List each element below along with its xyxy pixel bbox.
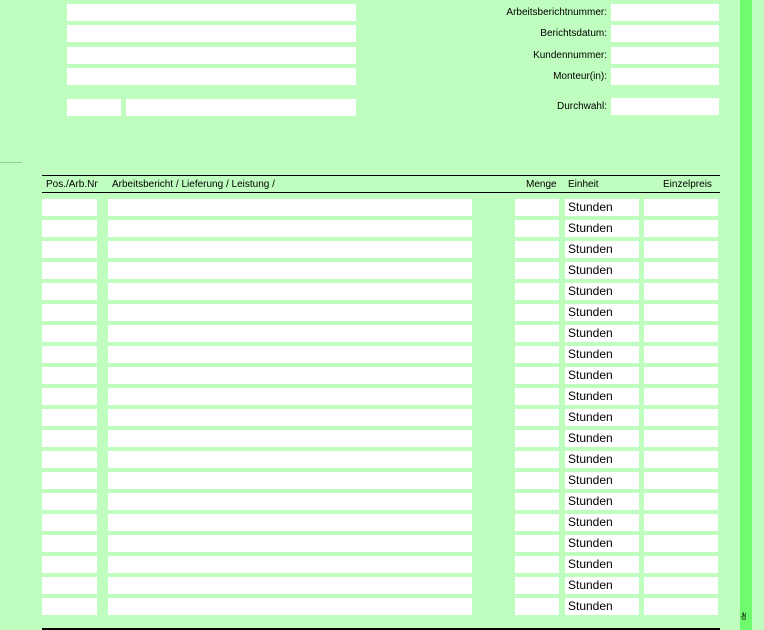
pos-cell[interactable]	[42, 346, 97, 363]
description-cell[interactable]	[108, 241, 472, 258]
description-cell[interactable]	[108, 472, 472, 489]
address-line-1-field[interactable]	[67, 4, 356, 21]
description-cell[interactable]	[108, 220, 472, 237]
description-cell[interactable]	[108, 577, 472, 594]
description-cell[interactable]	[108, 430, 472, 447]
unit-cell[interactable]: Stunden	[565, 493, 639, 510]
pos-cell[interactable]	[42, 325, 97, 342]
pos-cell[interactable]	[42, 388, 97, 405]
unit-price-cell[interactable]	[644, 304, 718, 321]
pos-cell[interactable]	[42, 472, 97, 489]
pos-cell[interactable]	[42, 598, 97, 615]
pos-cell[interactable]	[42, 577, 97, 594]
unit-cell[interactable]: Stunden	[565, 283, 639, 300]
unit-price-cell[interactable]	[644, 346, 718, 363]
quantity-cell[interactable]	[515, 262, 559, 279]
extension-field[interactable]	[611, 98, 719, 115]
quantity-cell[interactable]	[515, 388, 559, 405]
description-cell[interactable]	[108, 325, 472, 342]
quantity-cell[interactable]	[515, 241, 559, 258]
unit-cell[interactable]: Stunden	[565, 199, 639, 216]
quantity-cell[interactable]	[515, 577, 559, 594]
table-top-rule	[42, 175, 720, 176]
col-header-unit: Einheit	[568, 179, 599, 190]
quantity-cell[interactable]	[515, 514, 559, 531]
unit-cell[interactable]: Stunden	[565, 556, 639, 573]
unit-price-cell[interactable]	[644, 451, 718, 468]
quantity-cell[interactable]	[515, 346, 559, 363]
pos-cell[interactable]	[42, 556, 97, 573]
unit-price-cell[interactable]	[644, 388, 718, 405]
unit-price-cell[interactable]	[644, 283, 718, 300]
col-header-quantity: Menge	[526, 179, 557, 190]
description-cell[interactable]	[108, 493, 472, 510]
unit-price-cell[interactable]	[644, 262, 718, 279]
pos-cell[interactable]	[42, 262, 97, 279]
quantity-cell[interactable]	[515, 367, 559, 384]
unit-price-cell[interactable]	[644, 514, 718, 531]
unit-price-cell[interactable]	[644, 535, 718, 552]
pos-cell[interactable]	[42, 514, 97, 531]
unit-price-cell[interactable]	[644, 409, 718, 426]
unit-cell[interactable]: Stunden	[565, 430, 639, 447]
col-header-pos: Pos./Arb.Nr	[46, 179, 98, 190]
quantity-cell[interactable]	[515, 472, 559, 489]
unit-price-cell[interactable]	[644, 325, 718, 342]
customer-number-label: Kundennummer:	[533, 50, 607, 61]
unit-price-cell[interactable]	[644, 577, 718, 594]
postal-code-field[interactable]	[67, 99, 121, 116]
fitter-field[interactable]	[611, 68, 719, 85]
extension-label: Durchwahl:	[556, 101, 607, 112]
pos-cell[interactable]	[42, 535, 97, 552]
quantity-cell[interactable]	[515, 304, 559, 321]
quantity-cell[interactable]	[515, 409, 559, 426]
quantity-cell[interactable]	[515, 283, 559, 300]
pos-cell[interactable]	[42, 430, 97, 447]
unit-cell[interactable]: Stunden	[565, 451, 639, 468]
description-cell[interactable]	[108, 388, 472, 405]
unit-price-cell[interactable]	[644, 556, 718, 573]
unit-cell[interactable]: Stunden	[565, 325, 639, 342]
description-cell[interactable]	[108, 451, 472, 468]
quantity-cell[interactable]	[515, 430, 559, 447]
pos-cell[interactable]	[42, 409, 97, 426]
unit-cell[interactable]: Stunden	[565, 388, 639, 405]
report-number-field[interactable]	[611, 4, 719, 21]
unit-price-cell[interactable]	[644, 220, 718, 237]
unit-price-cell[interactable]	[644, 472, 718, 489]
quantity-cell[interactable]	[515, 556, 559, 573]
report-date-label: Berichtsdatum:	[540, 28, 607, 39]
quantity-cell[interactable]	[515, 451, 559, 468]
address-line-3-field[interactable]	[67, 47, 356, 64]
quantity-cell[interactable]	[515, 325, 559, 342]
unit-cell[interactable]: Stunden	[565, 472, 639, 489]
unit-price-cell[interactable]	[644, 598, 718, 615]
sidebar-text: de	[741, 612, 748, 620]
unit-price-cell[interactable]	[644, 430, 718, 447]
quantity-cell[interactable]	[515, 598, 559, 615]
description-cell[interactable]	[108, 409, 472, 426]
fitter-label: Monteur(in):	[553, 71, 607, 82]
pos-cell[interactable]	[42, 493, 97, 510]
description-cell[interactable]	[108, 262, 472, 279]
unit-price-cell[interactable]	[644, 241, 718, 258]
sidebar-strip	[740, 0, 752, 630]
address-line-2-field[interactable]	[67, 25, 356, 42]
unit-cell[interactable]: Stunden	[565, 598, 639, 615]
description-cell[interactable]	[108, 346, 472, 363]
unit-price-cell[interactable]	[644, 199, 718, 216]
unit-price-cell[interactable]	[644, 367, 718, 384]
description-cell[interactable]	[108, 598, 472, 615]
description-cell[interactable]	[108, 556, 472, 573]
unit-cell[interactable]: Stunden	[565, 220, 639, 237]
pos-cell[interactable]	[42, 241, 97, 258]
pos-cell[interactable]	[42, 451, 97, 468]
quantity-cell[interactable]	[515, 535, 559, 552]
table-header-rule	[42, 192, 720, 193]
pos-cell[interactable]	[42, 220, 97, 237]
unit-price-cell[interactable]	[644, 493, 718, 510]
unit-cell[interactable]: Stunden	[565, 346, 639, 363]
unit-cell[interactable]: Stunden	[565, 241, 639, 258]
city-field[interactable]	[126, 99, 356, 116]
description-cell[interactable]	[108, 514, 472, 531]
unit-cell[interactable]: Stunden	[565, 262, 639, 279]
description-cell[interactable]	[108, 535, 472, 552]
fold-mark	[0, 162, 22, 163]
col-header-unit-price: Einzelpreis	[663, 179, 712, 190]
customer-number-field[interactable]	[611, 47, 719, 64]
unit-cell[interactable]: Stunden	[565, 514, 639, 531]
pos-cell[interactable]	[42, 199, 97, 216]
pos-cell[interactable]	[42, 304, 97, 321]
quantity-cell[interactable]	[515, 199, 559, 216]
quantity-cell[interactable]	[515, 493, 559, 510]
description-cell[interactable]	[108, 304, 472, 321]
unit-cell[interactable]: Stunden	[565, 409, 639, 426]
report-date-field[interactable]	[611, 25, 719, 42]
unit-cell[interactable]: Stunden	[565, 535, 639, 552]
unit-cell[interactable]: Stunden	[565, 304, 639, 321]
address-line-4-field[interactable]	[67, 68, 356, 85]
description-cell[interactable]	[108, 199, 472, 216]
unit-cell[interactable]: Stunden	[565, 367, 639, 384]
description-cell[interactable]	[108, 283, 472, 300]
unit-cell[interactable]: Stunden	[565, 577, 639, 594]
quantity-cell[interactable]	[515, 220, 559, 237]
pos-cell[interactable]	[42, 283, 97, 300]
pos-cell[interactable]	[42, 367, 97, 384]
description-cell[interactable]	[108, 367, 472, 384]
report-number-label: Arbeitsberichtnummer:	[506, 7, 607, 18]
col-header-description: Arbeitsbericht / Lieferung / Leistung /	[112, 179, 275, 190]
